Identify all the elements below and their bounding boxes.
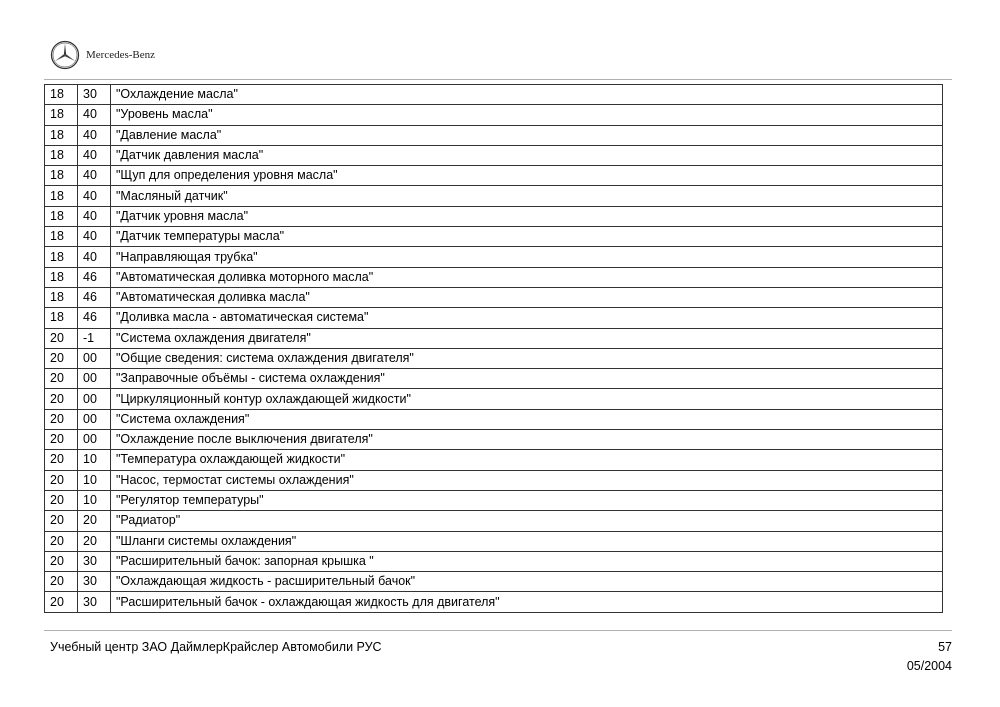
term-cell: "Циркуляционный контур охлаждающей жидкости" <box>111 389 943 409</box>
group-cell: 18 <box>45 267 78 287</box>
subgroup-cell: 40 <box>78 186 111 206</box>
table-row <box>45 450 943 470</box>
table-row <box>45 348 943 368</box>
group-cell: 20 <box>45 511 78 531</box>
subgroup-cell: 30 <box>78 551 111 571</box>
group-cell: 18 <box>45 247 78 267</box>
table-row <box>45 105 943 125</box>
data-table <box>44 84 943 613</box>
document-date: 05/2004 <box>906 659 952 673</box>
table-row <box>45 551 943 571</box>
term-cell: "Расширительный бачок: запорная крышка " <box>111 551 943 571</box>
term-cell: "Охлаждающая жидкость - расширительный бачок" <box>111 572 943 592</box>
subgroup-cell: 00 <box>78 430 111 450</box>
subgroup-cell: 10 <box>78 450 111 470</box>
group-cell: 18 <box>45 85 78 105</box>
term-cell: "Автоматическая доливка моторного масла" <box>111 267 943 287</box>
subgroup-cell: 40 <box>78 145 111 165</box>
table-row <box>45 409 943 429</box>
page-number: 57 <box>938 640 952 654</box>
table-row <box>45 328 943 348</box>
table-row <box>45 287 943 307</box>
group-cell: 20 <box>45 389 78 409</box>
term-cell: "Шланги системы охлаждения" <box>111 531 943 551</box>
group-cell: 20 <box>45 531 78 551</box>
term-cell: "Расширительный бачок - охлаждающая жидкость для двигателя" <box>111 592 943 612</box>
group-cell: 20 <box>45 450 78 470</box>
subgroup-cell: 00 <box>78 409 111 429</box>
table-row <box>45 511 943 531</box>
group-cell: 18 <box>45 105 78 125</box>
group-cell: 18 <box>45 166 78 186</box>
table-row <box>45 430 943 450</box>
subgroup-cell: 40 <box>78 125 111 145</box>
table-row <box>45 470 943 490</box>
group-cell: 18 <box>45 125 78 145</box>
group-cell: 20 <box>45 328 78 348</box>
subgroup-cell: 00 <box>78 348 111 368</box>
table-row <box>45 308 943 328</box>
subgroup-cell: 30 <box>78 85 111 105</box>
subgroup-cell: 00 <box>78 389 111 409</box>
group-cell: 18 <box>45 186 78 206</box>
table-row <box>45 247 943 267</box>
subgroup-cell: 40 <box>78 206 111 226</box>
group-cell: 18 <box>45 308 78 328</box>
group-cell: 18 <box>45 145 78 165</box>
subgroup-cell: 10 <box>78 470 111 490</box>
group-cell: 20 <box>45 470 78 490</box>
group-cell: 20 <box>45 551 78 571</box>
term-cell: "Насос, термостат системы охлаждения" <box>111 470 943 490</box>
term-cell: "Масляный датчик" <box>111 186 943 206</box>
term-cell: "Датчик температуры масла" <box>111 227 943 247</box>
group-cell: 20 <box>45 572 78 592</box>
term-cell: "Щуп для определения уровня масла" <box>111 166 943 186</box>
term-cell: "Доливка масла - автоматическая система" <box>111 308 943 328</box>
subgroup-cell: 46 <box>78 287 111 307</box>
table-row <box>45 206 943 226</box>
subgroup-cell: -1 <box>78 328 111 348</box>
group-cell: 20 <box>45 369 78 389</box>
table-row <box>45 572 943 592</box>
table-row <box>45 531 943 551</box>
group-cell: 18 <box>45 287 78 307</box>
subgroup-cell: 46 <box>78 267 111 287</box>
term-cell: "Давление масла" <box>111 125 943 145</box>
table-row <box>45 145 943 165</box>
subgroup-cell: 40 <box>78 227 111 247</box>
group-cell: 20 <box>45 592 78 612</box>
table-row <box>45 490 943 510</box>
table-row <box>45 592 943 612</box>
term-cell: "Система охлаждения" <box>111 409 943 429</box>
table-row <box>45 389 943 409</box>
term-cell: "Система охлаждения двигателя" <box>111 328 943 348</box>
mercedes-star-icon <box>50 40 80 70</box>
footer-divider <box>44 630 952 631</box>
subgroup-cell: 40 <box>78 105 111 125</box>
table-row <box>45 85 943 105</box>
brand-name: Mercedes-Benz <box>86 49 156 61</box>
term-cell: "Охлаждение после выключения двигателя" <box>111 430 943 450</box>
group-cell: 20 <box>45 409 78 429</box>
group-cell: 20 <box>45 490 78 510</box>
term-cell: "Датчик давления масла" <box>111 145 943 165</box>
table-row <box>45 267 943 287</box>
subgroup-cell: 00 <box>78 369 111 389</box>
table-row <box>45 369 943 389</box>
subgroup-cell: 10 <box>78 490 111 510</box>
table-row <box>45 186 943 206</box>
page-header <box>50 38 155 72</box>
header-divider <box>44 79 952 80</box>
group-cell: 20 <box>45 348 78 368</box>
subgroup-cell: 30 <box>78 572 111 592</box>
term-cell: "Общие сведения: система охлаждения двигателя" <box>111 348 943 368</box>
subgroup-cell: 20 <box>78 531 111 551</box>
subgroup-cell: 20 <box>78 511 111 531</box>
group-cell: 18 <box>45 206 78 226</box>
group-cell: 20 <box>45 430 78 450</box>
subgroup-cell: 30 <box>78 592 111 612</box>
term-cell: "Охлаждение масла" <box>111 85 943 105</box>
term-cell: "Направляющая трубка" <box>111 247 943 267</box>
footer-organization: Учебный центр ЗАО ДаймлерКрайслер Автомобили РУС <box>50 640 382 654</box>
group-cell: 18 <box>45 227 78 247</box>
term-cell: "Заправочные объёмы - система охлаждения" <box>111 369 943 389</box>
term-cell: "Температура охлаждающей жидкости" <box>111 450 943 470</box>
subgroup-cell: 40 <box>78 247 111 267</box>
term-cell: "Радиатор" <box>111 511 943 531</box>
term-cell: "Уровень масла" <box>111 105 943 125</box>
term-cell: "Регулятор температуры" <box>111 490 943 510</box>
table-row <box>45 166 943 186</box>
term-cell: "Датчик уровня масла" <box>111 206 943 226</box>
table-row <box>45 227 943 247</box>
table-row <box>45 125 943 145</box>
subgroup-cell: 40 <box>78 166 111 186</box>
subgroup-cell: 46 <box>78 308 111 328</box>
term-cell: "Автоматическая доливка масла" <box>111 287 943 307</box>
